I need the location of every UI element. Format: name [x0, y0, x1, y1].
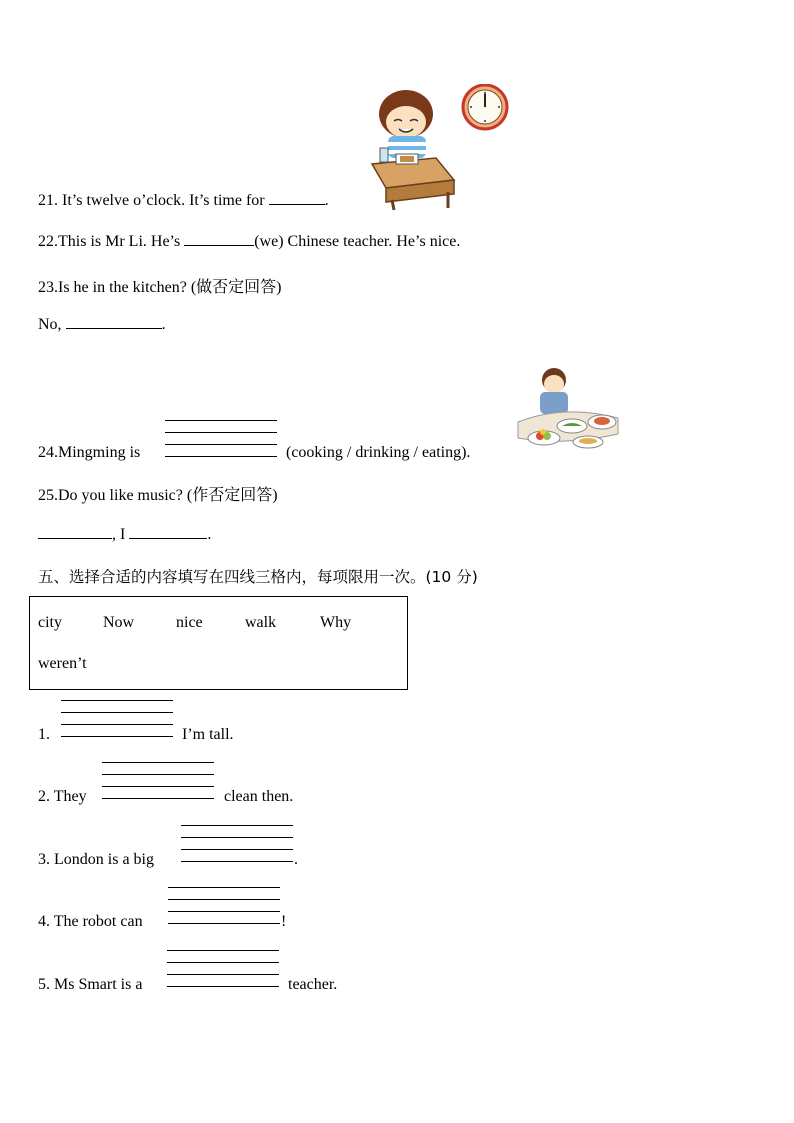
boy-eating-meal-illustration [514, 364, 622, 454]
q24-four-line-grid[interactable] [165, 420, 277, 458]
word-bank-box [29, 596, 408, 690]
word-city: city [38, 614, 62, 631]
question-24-label: 24.Mingming is [38, 444, 141, 461]
question-21: 21. It’s twelve o’clock. It’s time for . [38, 192, 329, 209]
item-5-four-line-grid[interactable] [167, 950, 279, 988]
item-4-after: ! [281, 913, 287, 930]
item-3-four-line-grid[interactable] [181, 825, 293, 863]
q23-blank[interactable] [66, 327, 162, 329]
q21-blank[interactable] [269, 203, 325, 205]
word-now: Now [103, 614, 135, 631]
item-2-before: 2. They [38, 788, 87, 805]
item-1-after: I’m tall. [182, 726, 234, 743]
question-25: 25.Do you like music? (作否定回答) [38, 487, 278, 504]
q24-options: (cooking / drinking / eating). [286, 444, 471, 461]
clock-icon [463, 85, 507, 129]
item-2-four-line-grid[interactable] [102, 762, 214, 800]
item-5-after: teacher. [288, 976, 338, 993]
question-22: 22.This is Mr Li. He’s (we) Chinese teacher. He’s nice. [38, 233, 461, 250]
q21-text: 21. It’s twelve o’clock. It’s time for [38, 192, 269, 209]
item-5-before: 5. Ms Smart is a [38, 976, 143, 993]
item-3-before: 3. London is a big [38, 851, 154, 868]
word-nice: nice [176, 614, 203, 631]
q25-answer-line: , I . [38, 526, 211, 544]
item-4-before: 4. The robot can [38, 913, 143, 930]
word-werent: weren’t [38, 655, 87, 672]
boy-eating-illustration [366, 84, 512, 212]
item-2-after: clean then. [224, 788, 294, 805]
q25-blank-2[interactable] [129, 537, 207, 539]
q25-blank-1[interactable] [38, 537, 112, 539]
section-5-heading: 五、选择合适的内容填写在四线三格内，每项限用一次。(10 分) [38, 568, 478, 586]
q22-blank[interactable] [184, 244, 254, 246]
word-why: Why [320, 614, 352, 631]
word-walk: walk [245, 614, 277, 631]
item-1-before: 1. [38, 726, 50, 743]
q23-answer-line: No, . [38, 316, 166, 333]
question-23: 23.Is he in the kitchen? (做否定回答) [38, 279, 282, 296]
item-1-four-line-grid[interactable] [61, 700, 173, 738]
item-4-four-line-grid[interactable] [168, 887, 280, 925]
item-3-after: . [294, 851, 298, 868]
